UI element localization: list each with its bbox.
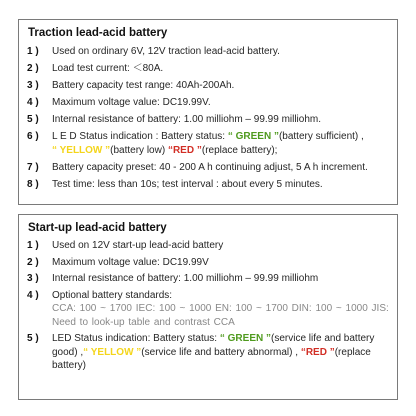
panel-title: Start-up lead-acid battery	[28, 222, 167, 234]
status-green-meaning: (battery sufficient) ,	[278, 131, 364, 143]
item-number: 4 )	[27, 97, 39, 109]
item-number: 7 )	[27, 162, 39, 174]
item-number: 3 )	[27, 80, 39, 92]
list-item	[27, 239, 389, 253]
list-item	[27, 79, 389, 93]
item-number: 1 )	[27, 46, 39, 57]
item-number: 8 )	[27, 179, 39, 191]
item-text: Maximum voltage value: DC19.99V	[52, 256, 209, 268]
status-red-label: “RED ”	[167, 144, 202, 156]
item-number: 1 )	[27, 240, 39, 251]
status-green-meaning: (service life and battery good) ,	[52, 333, 375, 358]
status-red-meaning: (replace battery)	[52, 346, 371, 371]
status-indication-item	[27, 130, 389, 157]
status-prefix: LED Status indication: Battery status:	[52, 333, 220, 344]
status-yellow-label: “ YELLOW ”	[83, 346, 142, 358]
status-indication-item	[27, 332, 389, 373]
status-prefix: L E D Status indication : Battery status:	[52, 131, 228, 143]
status-red-label: “RED ”	[300, 346, 335, 358]
item-number: 5 )	[27, 333, 39, 344]
status-red-meaning: (replace battery);	[201, 144, 278, 156]
status-yellow-label: “ YELLOW ”	[52, 144, 111, 156]
standards-heading: Optional battery standards:	[52, 289, 173, 301]
status-green-label: “ GREEN ”	[227, 131, 279, 143]
spec-list	[27, 239, 389, 373]
status-yellow-meaning: (battery low)	[110, 144, 168, 156]
traction-battery-panel	[18, 19, 398, 205]
list-item	[27, 272, 389, 286]
item-text	[52, 130, 389, 157]
item-text	[52, 332, 389, 373]
status-green-label: “ GREEN ”	[219, 333, 271, 344]
item-text: Battery capacity test range: 40Ah-200Ah.	[52, 80, 235, 92]
list-item	[27, 62, 389, 76]
item-number: 3 )	[27, 273, 39, 284]
item-number: 4 )	[27, 289, 39, 301]
spec-list	[27, 45, 389, 192]
item-text	[52, 289, 389, 330]
list-item	[27, 113, 389, 127]
item-text: Load test current: ＜80A.	[52, 63, 164, 75]
item-text: Used on ordinary 6V, 12V traction lead-acid battery.	[52, 46, 280, 57]
panel-title: Traction lead-acid battery	[28, 27, 168, 39]
item-number: 2 )	[27, 63, 39, 75]
item-text: Test time: less than 10s; test interval : about every 5 minutes.	[52, 179, 323, 191]
item-number: 5 )	[27, 114, 39, 126]
list-item	[27, 96, 389, 110]
item-text: Maximum voltage value: DC19.99V.	[52, 97, 211, 109]
item-text: Internal resistance of battery: 1.00 milliohm – 99.99 milliohm	[52, 273, 319, 284]
list-item	[27, 256, 389, 270]
item-text: Battery capacity preset: 40 - 200 A h continuing adjust, 5 A h increment.	[52, 162, 368, 174]
startup-battery-panel	[18, 214, 398, 400]
item-number: 6 )	[27, 131, 39, 143]
standards-item	[27, 289, 389, 330]
list-item	[27, 45, 389, 59]
list-item	[27, 161, 389, 175]
item-text: Used on 12V start-up lead-acid battery	[52, 240, 224, 251]
status-yellow-meaning: (service life and battery abnormal) ,	[141, 346, 301, 358]
list-item	[27, 178, 389, 192]
item-number: 2 )	[27, 256, 39, 268]
standards-values: CCA: 100 ~ 1700 IEC: 100 ~ 1000 EN: 100 ~ 1700 DIN: 100 ~ 1000 JIS: Need to look-up table and contrast CCA	[52, 303, 389, 328]
item-text: Internal resistance of battery: 1.00 milliohm – 99.99 milliohm.	[52, 114, 322, 126]
